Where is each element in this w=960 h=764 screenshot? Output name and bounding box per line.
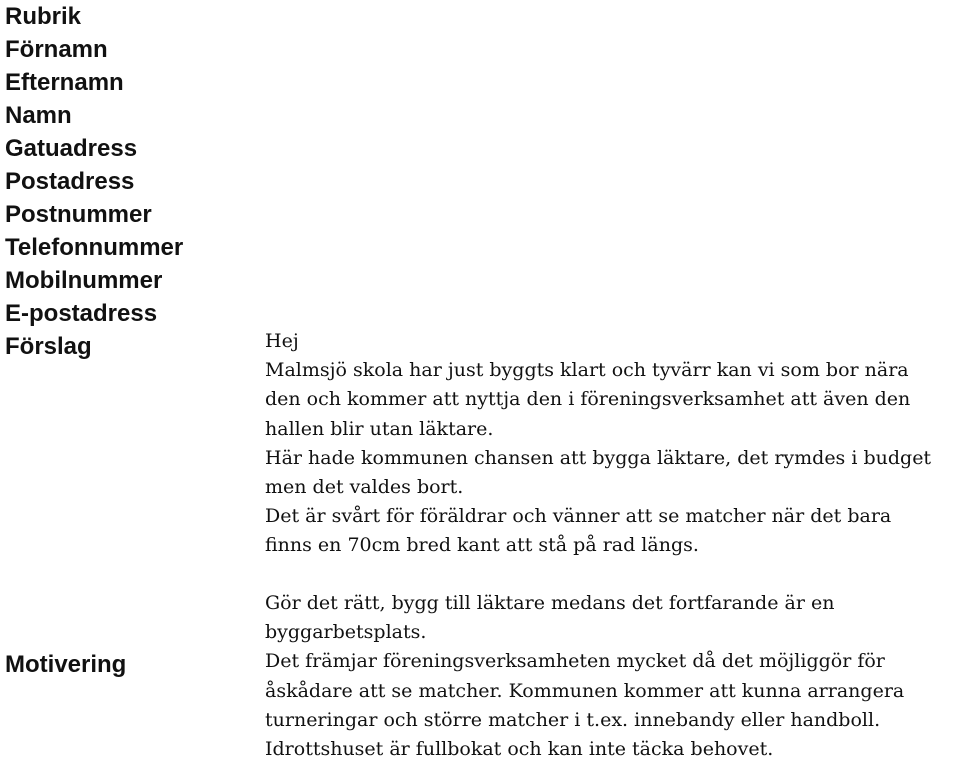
forslag-line: den och kommer att nyttja den i föreningsverksamhet att även den <box>265 388 911 411</box>
motivering-line: byggarbetsplats. <box>265 621 427 644</box>
motivering-line: Idrottshuset är fullbokat och kan inte täcka behovet. <box>265 737 774 760</box>
label-namn: Namn <box>5 102 72 129</box>
label-postnummer: Postnummer <box>5 201 152 228</box>
label-efternamn: Efternamn <box>5 69 124 96</box>
motivering-text <box>265 589 955 764</box>
forslag-line: Malmsjö skola har just byggts klart och tyvärr kan vi som bor nära <box>265 359 909 382</box>
label-rubrik: Rubrik <box>5 3 82 30</box>
label-epostadress: E-postadress <box>5 300 158 327</box>
forslag-line: hallen blir utan läktare. <box>265 417 494 440</box>
motivering-line: turneringar och större matcher i t.ex. innebandy eller handboll. <box>265 708 881 731</box>
forslag-line: Hej <box>265 330 299 352</box>
forslag-text <box>265 327 955 561</box>
label-motivering: Motivering <box>5 651 127 678</box>
field-labels-column <box>5 0 245 363</box>
label-mobilnummer: Mobilnummer <box>5 267 163 294</box>
label-telefonnummer: Telefonnummer <box>5 234 184 261</box>
label-gatuadress: Gatuadress <box>5 135 138 162</box>
forslag-line: Här hade kommunen chansen att bygga läktare, det rymdes i budget <box>265 446 932 469</box>
label-forslag: Förslag <box>5 333 92 360</box>
label-fornamn: Förnamn <box>5 36 108 63</box>
motivering-line: åskådare att se matcher. Kommunen kommer att kunna arrangera <box>265 679 905 702</box>
forslag-line: men det valdes bort. <box>265 475 464 498</box>
forslag-line: finns en 70cm bred kant att stå på rad längs. <box>265 534 699 557</box>
motivering-line: Det främjar föreningsverksamheten mycket då det möjliggör för <box>265 650 885 673</box>
label-postadress: Postadress <box>5 168 135 195</box>
motivering-line: Gör det rätt, bygg till läktare medans det fortfarande är en <box>265 592 835 614</box>
forslag-line: Det är svårt för föräldrar och vänner att se matcher när det bara <box>265 505 892 528</box>
